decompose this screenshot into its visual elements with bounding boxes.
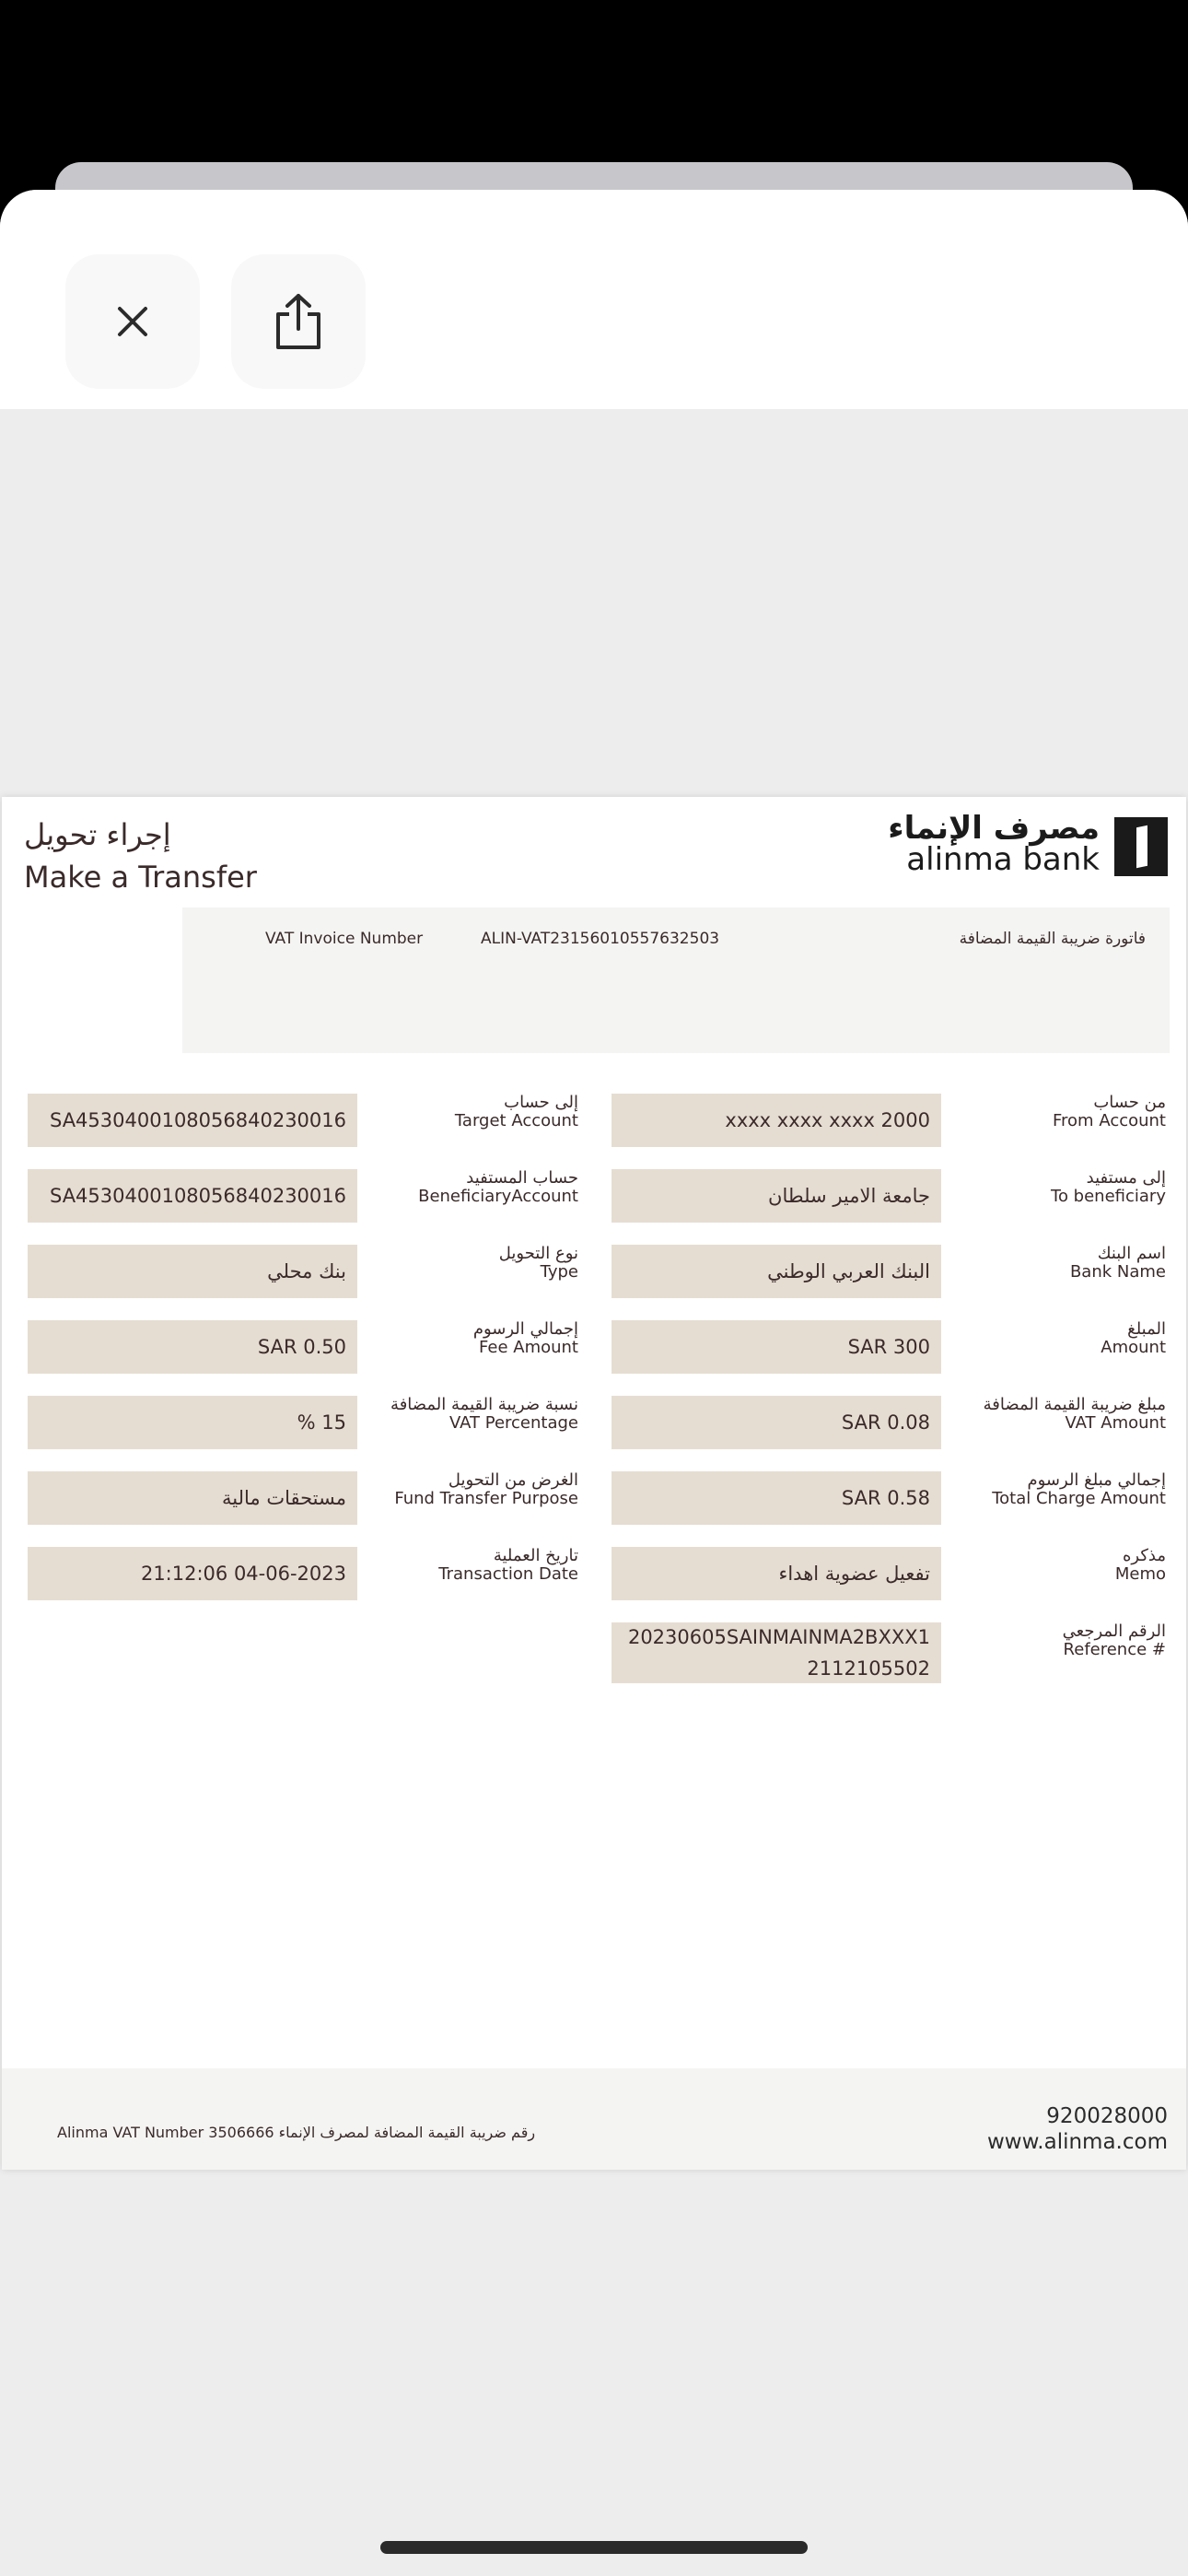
transfer-receipt	[2, 797, 1186, 2170]
logo-mark-icon	[1114, 817, 1168, 876]
value-total-charge: SAR 0.58	[611, 1471, 941, 1525]
value-reference: 20230605SAINMAINMA2BXXX12112105502	[611, 1622, 941, 1683]
label-vat-amount: مبلغ ضريبة القيمة المضافة VAT Amount	[983, 1395, 1166, 1433]
vat-invoice-box	[182, 907, 1170, 1053]
label-vat-percentage: نسبة ضريبة القيمة المضافة VAT Percentage	[390, 1395, 578, 1433]
label-transfer-purpose: الغرض من التحويل Fund Transfer Purpose	[394, 1470, 578, 1508]
value-type: بنك محلي	[28, 1245, 357, 1298]
vat-invoice-label-en: VAT Invoice Number	[265, 930, 424, 948]
value-to-beneficiary: جامعة الامير سلطان	[611, 1169, 941, 1223]
value-amount: SAR 300	[611, 1320, 941, 1374]
label-from-account: من حساب From Account	[1053, 1093, 1166, 1130]
sheet-toolbar	[0, 190, 1188, 409]
label-target-account: إلى حساب Target Account	[454, 1093, 578, 1130]
vat-invoice-number: ALIN-VAT23156010557632503	[481, 930, 720, 948]
label-total-charge: إجمالي مبلغ الرسوم Total Charge Amount	[992, 1470, 1166, 1508]
share-sheet	[0, 190, 1188, 2576]
receipt-footer	[2, 2068, 1186, 2170]
alinma-vat-number: Alinma VAT Number 3506666 رقم ضريبة القيمة المضافة لمصرف الإنماء	[57, 2124, 536, 2141]
label-bank-name: اسم البنك Bank Name	[1069, 1244, 1166, 1282]
label-reference: الرقم المرجعي Reference #	[1062, 1622, 1166, 1659]
title-english: Make a Transfer	[24, 860, 257, 895]
value-fee-amount: SAR 0.50	[28, 1320, 357, 1374]
home-indicator[interactable]	[380, 2541, 808, 2554]
share-button[interactable]	[231, 254, 366, 389]
value-beneficiary-account: SA4530400108056840230016	[28, 1169, 357, 1223]
phone-number: 920028000	[1046, 2104, 1168, 2128]
value-vat-percentage: % 15	[28, 1396, 357, 1449]
title-arabic: إجراء تحويل	[24, 817, 171, 852]
label-to-beneficiary: إلى مستفيد To beneficiary	[1051, 1168, 1166, 1206]
share-icon	[271, 292, 326, 351]
value-from-account: xxxx xxxx xxxx 2000	[611, 1094, 941, 1147]
value-memo: تفعيل عضوية اهداء	[611, 1547, 941, 1600]
value-vat-amount: SAR 0.08	[611, 1396, 941, 1449]
label-type: نوع التحويل Type	[498, 1244, 578, 1282]
logo-arabic-text: مصرف الإنماء	[888, 810, 1100, 847]
value-bank-name: البنك العربي الوطني	[611, 1245, 941, 1298]
close-icon	[116, 305, 149, 338]
label-memo: مذكره Memo	[1114, 1546, 1166, 1584]
close-button[interactable]	[65, 254, 200, 389]
vat-invoice-label-ar: فاتورة ضريبة القيمة المضافة	[959, 930, 1146, 948]
label-amount: المبلغ Amount	[1101, 1319, 1166, 1357]
bank-logo	[888, 810, 1168, 884]
value-target-account: SA4530400108056840230016	[28, 1094, 357, 1147]
value-transfer-purpose: مستحقات مالية	[28, 1471, 357, 1525]
label-transaction-date: تاريخ العملية Transaction Date	[438, 1546, 578, 1584]
logo-english-text: alinma bank	[906, 841, 1100, 878]
website-link: www.alinma.com	[986, 2130, 1168, 2154]
label-beneficiary-account: حساب المستفيد BeneficiaryAccount	[418, 1168, 578, 1206]
contact-info	[987, 2103, 1168, 2155]
label-fee-amount: إجمالي الرسوم Fee Amount	[472, 1319, 578, 1357]
value-transaction-date: 21:12:06 04-06-2023	[28, 1547, 357, 1600]
